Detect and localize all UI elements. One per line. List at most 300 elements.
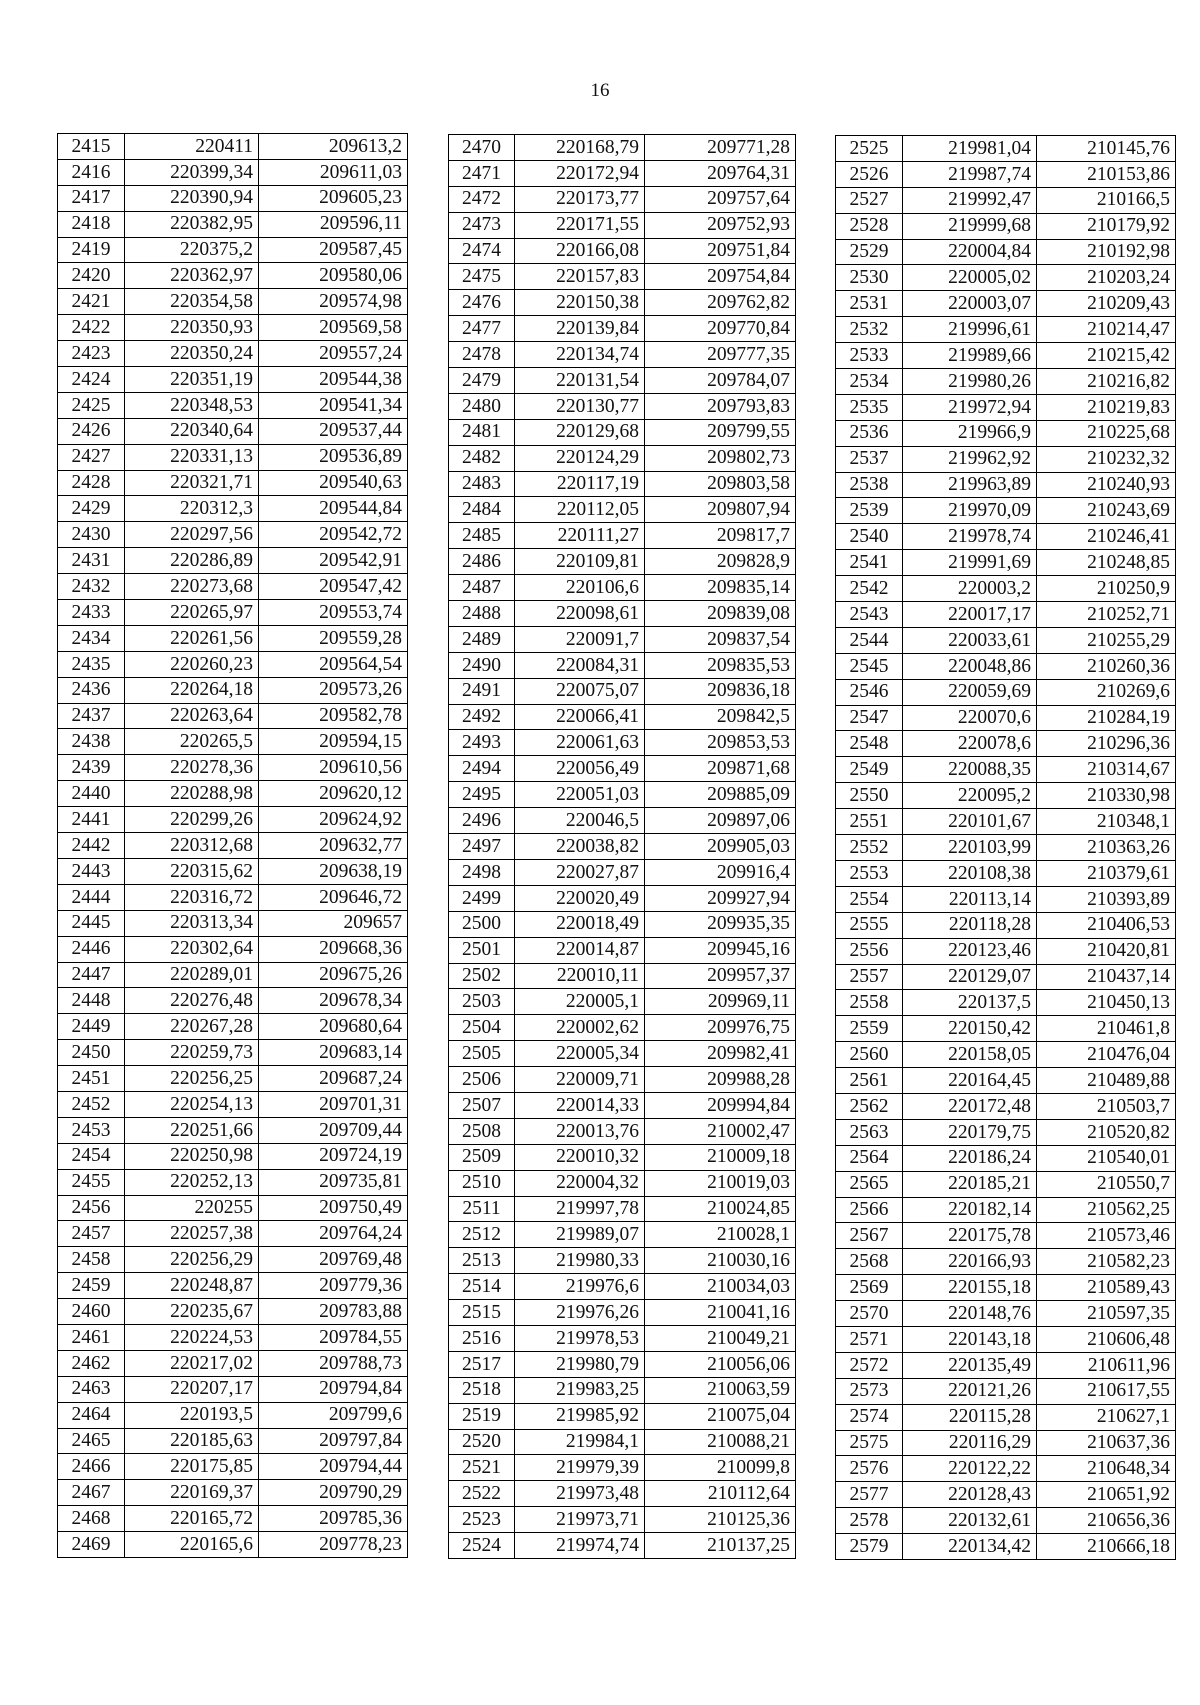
point-number: 2515	[449, 1300, 515, 1326]
point-number: 2522	[449, 1481, 515, 1507]
point-number: 2466	[58, 1454, 125, 1480]
y-coordinate: 210363,26	[1037, 835, 1176, 861]
point-number: 2531	[836, 291, 903, 317]
y-coordinate: 210255,29	[1037, 627, 1176, 653]
point-number: 2536	[836, 420, 903, 446]
point-number: 2562	[836, 1093, 903, 1119]
table-row	[836, 1068, 1176, 1094]
point-number: 2465	[58, 1428, 125, 1454]
y-coordinate: 209587,45	[259, 237, 408, 263]
x-coordinate: 220122,22	[903, 1456, 1037, 1482]
point-number: 2441	[58, 807, 125, 833]
x-coordinate: 219989,66	[903, 343, 1037, 369]
x-coordinate: 219981,04	[903, 136, 1037, 162]
y-coordinate: 210582,23	[1037, 1249, 1176, 1275]
x-coordinate: 219989,07	[515, 1222, 645, 1248]
y-coordinate: 210250,9	[1037, 576, 1176, 602]
point-number: 2521	[449, 1455, 515, 1481]
point-number: 2524	[449, 1533, 515, 1559]
y-coordinate: 210656,36	[1037, 1508, 1176, 1534]
table-row	[58, 548, 408, 574]
table-row	[58, 444, 408, 470]
y-coordinate: 209553,74	[259, 600, 408, 626]
y-coordinate: 209540,63	[259, 470, 408, 496]
point-number: 2566	[836, 1197, 903, 1223]
y-coordinate: 209547,42	[259, 574, 408, 600]
table-row	[449, 1015, 796, 1041]
table-row	[58, 1066, 408, 1092]
y-coordinate: 210666,18	[1037, 1534, 1176, 1560]
table-row	[449, 1118, 796, 1144]
point-number: 2480	[449, 393, 515, 419]
y-coordinate: 210099,8	[645, 1455, 796, 1481]
x-coordinate: 220004,32	[515, 1170, 645, 1196]
table-row	[449, 290, 796, 316]
y-coordinate: 209802,73	[645, 445, 796, 471]
x-coordinate: 219974,74	[515, 1533, 645, 1559]
table-row	[58, 1454, 408, 1480]
table-row	[58, 1376, 408, 1402]
x-coordinate: 220273,68	[125, 574, 259, 600]
x-coordinate: 220207,17	[125, 1376, 259, 1402]
point-number: 2502	[449, 963, 515, 989]
table-row	[836, 1145, 1176, 1171]
point-number: 2523	[449, 1507, 515, 1533]
x-coordinate: 219973,48	[515, 1481, 645, 1507]
table-row	[449, 1170, 796, 1196]
point-number: 2424	[58, 367, 125, 393]
table-row	[836, 705, 1176, 731]
x-coordinate: 220150,38	[515, 290, 645, 316]
x-coordinate: 220340,64	[125, 418, 259, 444]
x-coordinate: 219978,74	[903, 524, 1037, 550]
point-number: 2573	[836, 1378, 903, 1404]
point-number: 2569	[836, 1275, 903, 1301]
y-coordinate: 209701,31	[259, 1091, 408, 1117]
table-row	[836, 343, 1176, 369]
point-number: 2458	[58, 1247, 125, 1273]
x-coordinate: 220255	[125, 1195, 259, 1221]
point-number: 2504	[449, 1015, 515, 1041]
y-coordinate: 209537,44	[259, 418, 408, 444]
y-coordinate: 210192,98	[1037, 239, 1176, 265]
table-row	[449, 186, 796, 212]
x-coordinate: 220116,29	[903, 1430, 1037, 1456]
y-coordinate: 210024,85	[645, 1196, 796, 1222]
y-coordinate: 209573,26	[259, 677, 408, 703]
point-number: 2475	[449, 264, 515, 290]
y-coordinate: 210348,1	[1037, 809, 1176, 835]
y-coordinate: 209541,34	[259, 392, 408, 418]
table-row	[449, 704, 796, 730]
table-row	[449, 859, 796, 885]
table-row	[449, 782, 796, 808]
y-coordinate: 209793,83	[645, 393, 796, 419]
y-coordinate: 210203,24	[1037, 265, 1176, 291]
point-number: 2556	[836, 938, 903, 964]
point-number: 2450	[58, 1040, 125, 1066]
point-number: 2493	[449, 730, 515, 756]
x-coordinate: 219976,6	[515, 1274, 645, 1300]
point-number: 2491	[449, 678, 515, 704]
table-row	[449, 963, 796, 989]
x-coordinate: 220302,64	[125, 936, 259, 962]
y-coordinate: 209784,55	[259, 1324, 408, 1350]
y-coordinate: 210550,7	[1037, 1171, 1176, 1197]
y-coordinate: 209837,54	[645, 626, 796, 652]
x-coordinate: 220193,5	[125, 1402, 259, 1428]
x-coordinate: 220321,71	[125, 470, 259, 496]
y-coordinate: 209610,56	[259, 755, 408, 781]
x-coordinate: 220362,97	[125, 263, 259, 289]
x-coordinate: 220312,68	[125, 833, 259, 859]
point-number: 2527	[836, 187, 903, 213]
table-row	[449, 419, 796, 445]
point-number: 2436	[58, 677, 125, 703]
y-coordinate: 210219,83	[1037, 394, 1176, 420]
y-coordinate: 209839,08	[645, 601, 796, 627]
table-row	[449, 911, 796, 937]
table-row	[449, 342, 796, 368]
x-coordinate: 220259,73	[125, 1040, 259, 1066]
x-coordinate: 220316,72	[125, 884, 259, 910]
x-coordinate: 220091,7	[515, 626, 645, 652]
y-coordinate: 209790,29	[259, 1480, 408, 1506]
x-coordinate: 220124,29	[515, 445, 645, 471]
point-number: 2553	[836, 860, 903, 886]
x-coordinate: 220101,67	[903, 809, 1037, 835]
x-coordinate: 220132,61	[903, 1508, 1037, 1534]
y-coordinate: 209569,58	[259, 315, 408, 341]
x-coordinate: 220128,43	[903, 1482, 1037, 1508]
table-row	[58, 237, 408, 263]
table-row	[449, 808, 796, 834]
x-coordinate: 219980,79	[515, 1351, 645, 1377]
x-coordinate: 220111,27	[515, 523, 645, 549]
point-number: 2534	[836, 369, 903, 395]
point-number: 2421	[58, 289, 125, 315]
x-coordinate: 220276,48	[125, 988, 259, 1014]
y-coordinate: 209754,84	[645, 264, 796, 290]
table-row	[449, 756, 796, 782]
point-number: 2514	[449, 1274, 515, 1300]
table-row	[449, 549, 796, 575]
table-row	[58, 1324, 408, 1350]
y-coordinate: 209799,55	[645, 419, 796, 445]
table-row	[449, 393, 796, 419]
x-coordinate: 220166,93	[903, 1249, 1037, 1275]
x-coordinate: 220251,66	[125, 1117, 259, 1143]
x-coordinate: 220109,81	[515, 549, 645, 575]
x-coordinate: 220113,14	[903, 886, 1037, 912]
y-coordinate: 209580,06	[259, 263, 408, 289]
x-coordinate: 219972,94	[903, 394, 1037, 420]
point-number: 2448	[58, 988, 125, 1014]
table-row	[449, 730, 796, 756]
y-coordinate: 209769,48	[259, 1247, 408, 1273]
table-row	[836, 161, 1176, 187]
point-number: 2503	[449, 989, 515, 1015]
table-row	[449, 1300, 796, 1326]
point-number: 2547	[836, 705, 903, 731]
table-row	[58, 884, 408, 910]
x-coordinate: 220004,84	[903, 239, 1037, 265]
table-row	[58, 315, 408, 341]
y-coordinate: 210209,43	[1037, 291, 1176, 317]
table-row	[58, 936, 408, 962]
x-coordinate: 220164,45	[903, 1068, 1037, 1094]
y-coordinate: 210248,85	[1037, 550, 1176, 576]
point-number: 2472	[449, 186, 515, 212]
table-row	[449, 989, 796, 1015]
point-number: 2555	[836, 912, 903, 938]
table-row	[58, 574, 408, 600]
y-coordinate: 210379,61	[1037, 860, 1176, 886]
y-coordinate: 209724,19	[259, 1143, 408, 1169]
table-row	[836, 679, 1176, 705]
point-number: 2554	[836, 886, 903, 912]
point-number: 2538	[836, 472, 903, 498]
x-coordinate: 219980,26	[903, 369, 1037, 395]
y-coordinate: 209803,58	[645, 471, 796, 497]
y-coordinate: 209897,06	[645, 808, 796, 834]
point-number: 2564	[836, 1145, 903, 1171]
y-coordinate: 209988,28	[645, 1067, 796, 1093]
point-number: 2508	[449, 1118, 515, 1144]
x-coordinate: 220375,2	[125, 237, 259, 263]
x-coordinate: 219966,9	[903, 420, 1037, 446]
table-row	[58, 625, 408, 651]
point-number: 2470	[449, 135, 515, 161]
y-coordinate: 209927,94	[645, 885, 796, 911]
table-row	[836, 1508, 1176, 1534]
point-number: 2499	[449, 885, 515, 911]
point-number: 2429	[58, 496, 125, 522]
x-coordinate: 220257,38	[125, 1221, 259, 1247]
table-row	[836, 938, 1176, 964]
table-row	[836, 964, 1176, 990]
table-row	[58, 289, 408, 315]
x-coordinate: 219962,92	[903, 446, 1037, 472]
table-row	[836, 187, 1176, 213]
x-coordinate: 219999,68	[903, 213, 1037, 239]
y-coordinate: 210296,36	[1037, 731, 1176, 757]
x-coordinate: 220027,87	[515, 859, 645, 885]
table-row	[58, 211, 408, 237]
table-row	[836, 1430, 1176, 1456]
point-number: 2417	[58, 185, 125, 211]
x-coordinate: 220312,3	[125, 496, 259, 522]
point-number: 2512	[449, 1222, 515, 1248]
table-row	[836, 1119, 1176, 1145]
x-coordinate: 220265,5	[125, 729, 259, 755]
point-number: 2427	[58, 444, 125, 470]
table-row	[449, 1455, 796, 1481]
point-number: 2509	[449, 1144, 515, 1170]
point-number: 2548	[836, 731, 903, 757]
point-number: 2422	[58, 315, 125, 341]
y-coordinate: 210562,25	[1037, 1197, 1176, 1223]
point-number: 2461	[58, 1324, 125, 1350]
coordinate-table-body	[449, 135, 796, 1559]
x-coordinate: 220134,74	[515, 342, 645, 368]
table-row	[449, 445, 796, 471]
y-coordinate: 209935,35	[645, 911, 796, 937]
y-coordinate: 209871,68	[645, 756, 796, 782]
x-coordinate: 220348,53	[125, 392, 259, 418]
x-coordinate: 220059,69	[903, 679, 1037, 705]
y-coordinate: 209752,93	[645, 212, 796, 238]
point-number: 2487	[449, 575, 515, 601]
table-row	[836, 1249, 1176, 1275]
point-number: 2578	[836, 1508, 903, 1534]
coordinate-table-3	[835, 135, 1176, 1560]
coordinate-table-1	[57, 133, 408, 1558]
y-coordinate: 209657	[259, 910, 408, 936]
table-row	[836, 912, 1176, 938]
x-coordinate: 220010,11	[515, 963, 645, 989]
x-coordinate: 220013,76	[515, 1118, 645, 1144]
y-coordinate: 209905,03	[645, 834, 796, 860]
table-row	[836, 369, 1176, 395]
table-row	[58, 807, 408, 833]
table-row	[836, 498, 1176, 524]
point-number: 2459	[58, 1273, 125, 1299]
table-row	[58, 496, 408, 522]
x-coordinate: 220382,95	[125, 211, 259, 237]
table-row	[58, 755, 408, 781]
point-number: 2507	[449, 1092, 515, 1118]
table-row	[58, 522, 408, 548]
point-number: 2546	[836, 679, 903, 705]
x-coordinate: 219979,39	[515, 1455, 645, 1481]
y-coordinate: 210503,7	[1037, 1093, 1176, 1119]
table-row	[836, 1378, 1176, 1404]
y-coordinate: 210406,53	[1037, 912, 1176, 938]
point-number: 2443	[58, 858, 125, 884]
y-coordinate: 210314,67	[1037, 757, 1176, 783]
y-coordinate: 210232,32	[1037, 446, 1176, 472]
point-number: 2416	[58, 159, 125, 185]
y-coordinate: 210393,89	[1037, 886, 1176, 912]
y-coordinate: 210611,96	[1037, 1352, 1176, 1378]
x-coordinate: 220061,63	[515, 730, 645, 756]
point-number: 2453	[58, 1117, 125, 1143]
y-coordinate: 209564,54	[259, 651, 408, 677]
point-number: 2482	[449, 445, 515, 471]
table-row	[836, 420, 1176, 446]
x-coordinate: 220088,35	[903, 757, 1037, 783]
y-coordinate: 209853,53	[645, 730, 796, 756]
point-number: 2557	[836, 964, 903, 990]
y-coordinate: 210137,25	[645, 1533, 796, 1559]
x-coordinate: 219978,53	[515, 1325, 645, 1351]
point-number: 2442	[58, 833, 125, 859]
x-coordinate: 220260,23	[125, 651, 259, 677]
point-number: 2478	[449, 342, 515, 368]
y-coordinate: 210627,1	[1037, 1404, 1176, 1430]
x-coordinate: 220002,62	[515, 1015, 645, 1041]
table-row	[836, 136, 1176, 162]
x-coordinate: 220165,6	[125, 1532, 259, 1558]
table-row	[58, 185, 408, 211]
table-row	[58, 1040, 408, 1066]
table-row	[449, 1507, 796, 1533]
table-row	[836, 524, 1176, 550]
point-number: 2575	[836, 1430, 903, 1456]
table-row	[449, 238, 796, 264]
y-coordinate: 209969,11	[645, 989, 796, 1015]
x-coordinate: 220020,49	[515, 885, 645, 911]
x-coordinate: 220250,98	[125, 1143, 259, 1169]
x-coordinate: 220265,97	[125, 600, 259, 626]
y-coordinate: 210112,64	[645, 1481, 796, 1507]
table-row	[449, 1067, 796, 1093]
y-coordinate: 209536,89	[259, 444, 408, 470]
y-coordinate: 209632,77	[259, 833, 408, 859]
point-number: 2545	[836, 653, 903, 679]
y-coordinate: 209542,72	[259, 522, 408, 548]
x-coordinate: 220278,36	[125, 755, 259, 781]
table-row	[58, 392, 408, 418]
table-row	[449, 497, 796, 523]
point-number: 2510	[449, 1170, 515, 1196]
table-row	[836, 239, 1176, 265]
x-coordinate: 220017,17	[903, 602, 1037, 628]
y-coordinate: 210252,71	[1037, 602, 1176, 628]
y-coordinate: 209916,4	[645, 859, 796, 885]
table-row	[58, 1195, 408, 1221]
point-number: 2549	[836, 757, 903, 783]
y-coordinate: 209835,14	[645, 575, 796, 601]
x-coordinate: 220185,21	[903, 1171, 1037, 1197]
x-coordinate: 220070,6	[903, 705, 1037, 731]
point-number: 2484	[449, 497, 515, 523]
y-coordinate: 209817,7	[645, 523, 796, 549]
table-row	[449, 937, 796, 963]
point-number: 2477	[449, 316, 515, 342]
y-coordinate: 210179,92	[1037, 213, 1176, 239]
point-number: 2457	[58, 1221, 125, 1247]
y-coordinate: 210540,01	[1037, 1145, 1176, 1171]
point-number: 2445	[58, 910, 125, 936]
point-number: 2560	[836, 1042, 903, 1068]
table-row	[58, 910, 408, 936]
x-coordinate: 220078,6	[903, 731, 1037, 757]
table-row	[449, 523, 796, 549]
x-coordinate: 220350,93	[125, 315, 259, 341]
y-coordinate: 210056,06	[645, 1351, 796, 1377]
x-coordinate: 220175,85	[125, 1454, 259, 1480]
x-coordinate: 220168,79	[515, 135, 645, 161]
point-number: 2486	[449, 549, 515, 575]
point-number: 2463	[58, 1376, 125, 1402]
y-coordinate: 209885,09	[645, 782, 796, 808]
y-coordinate: 210651,92	[1037, 1482, 1176, 1508]
point-number: 2568	[836, 1249, 903, 1275]
table-row	[449, 264, 796, 290]
y-coordinate: 209611,03	[259, 159, 408, 185]
point-number: 2471	[449, 160, 515, 186]
table-row	[836, 1093, 1176, 1119]
x-coordinate: 220235,67	[125, 1299, 259, 1325]
y-coordinate: 210216,82	[1037, 369, 1176, 395]
point-number: 2541	[836, 550, 903, 576]
x-coordinate: 220399,34	[125, 159, 259, 185]
table-row	[58, 1221, 408, 1247]
point-number: 2559	[836, 1016, 903, 1042]
point-number: 2526	[836, 161, 903, 187]
